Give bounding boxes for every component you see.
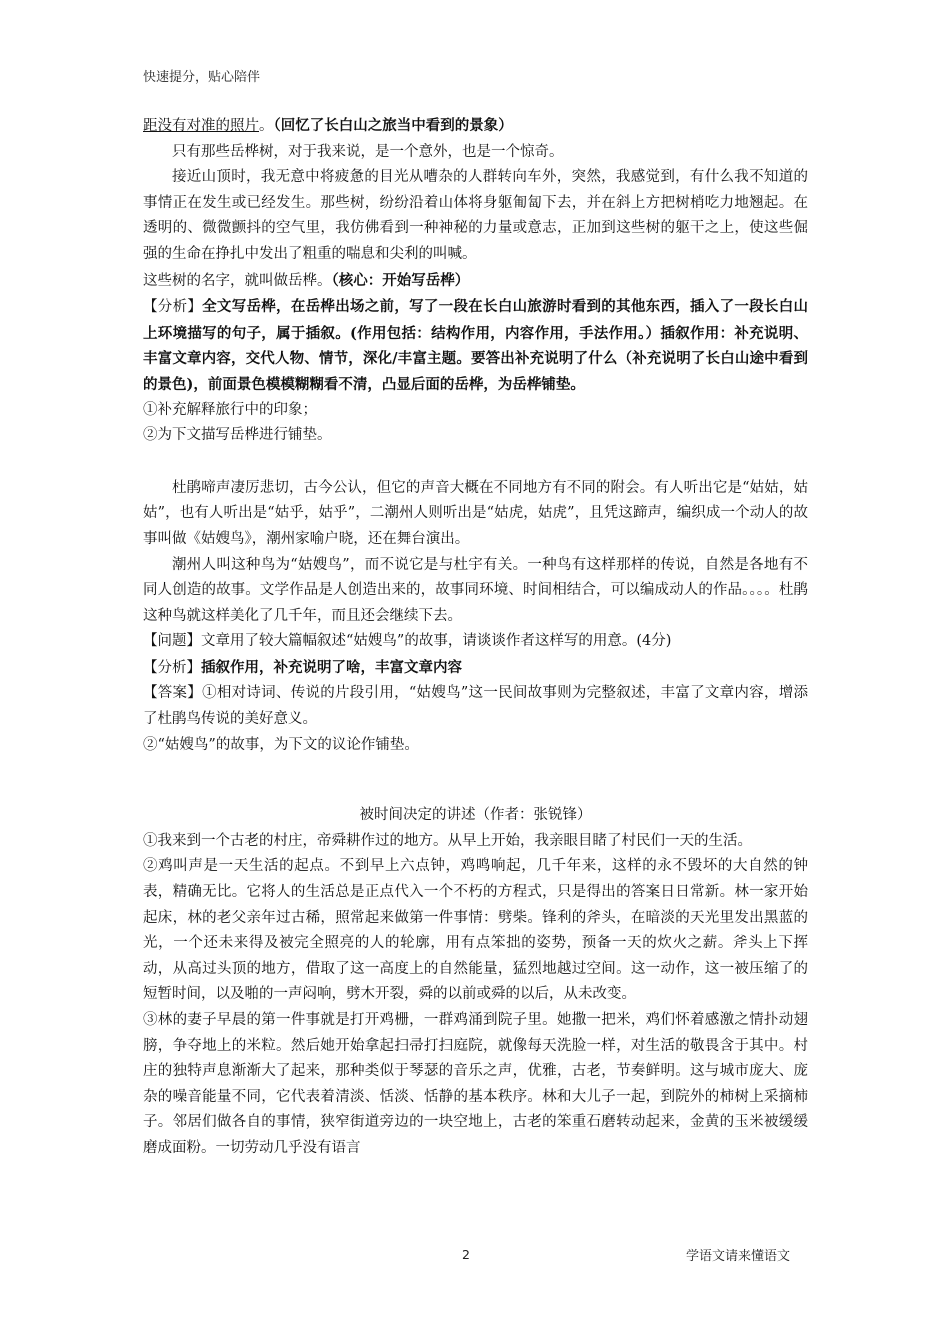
bold-annotation: （核心：开始写岳桦）	[331, 271, 470, 289]
bold-annotation: （回忆了长白山之旅当中看到的景象）	[273, 117, 513, 134]
punctuation: 。	[259, 118, 274, 134]
document-body	[143, 113, 808, 1162]
paragraph: 杜鹃啼声凄厉悲切，古今公认，但它的声音大概在不同地方有不同的附会。有人听出它是“姑姑，姑姑”，也有人听出是“姑乎，姑乎”，二潮州人则听出是“姑虎，姑虎”，且凭这蹄声，编织成一个动人的故事叫做《姑嫂鸟》，潮州家喻户晓，还在舞台演出。	[143, 479, 808, 547]
page-number: 2	[462, 1247, 470, 1262]
question: 【问题】文章用了较大篇幅叙述“姑嫂鸟”的故事，请谈谈作者这样写的用意。(4分)	[143, 633, 672, 650]
analysis-text: 全文写岳桦，在岳桦出场之前，写了一段在长白山旅游时看到的其他东西，插入了一段长白山上环境描写的句子，属于插叙。(作用包括：结构作用，内容作用，手法作用。）插叙作用：补充说明、丰富文章内容，交代人物、情节，深化/丰富主题。要答出补充说明了什么（补充说明了长白山途中看到的景色)，前面景色模模糊糊看不清，凸显后面的岳桦，为岳桦铺垫。	[143, 298, 809, 393]
article-title: 被时间决定的讲述（作者：张锐锋）	[359, 807, 592, 824]
analysis-block	[143, 655, 808, 682]
analysis-label: 【分析】	[143, 659, 201, 676]
spacer	[143, 449, 808, 476]
paragraph: ②鸡叫声是一天生活的起点。不到早上六点钟，鸡鸣响起，几千年来，这样的永不毁坏的大自然的钟表，精确无比。它将人的生活总是正点代入一个不朽的方程式，只是得出的答案日日常新。林一家开始起床，林的老父亲年过古稀，照常起来做第一件事情：劈柴。锋利的斧头，在暗淡的天光里发出黑蓝的光，一个还未来得及被完全照亮的人的轮廓，用有点笨拙的姿势，预备一天的炊火之薪。斧头上下挥动，从高过头顶的地方，借取了这一高度上的自然能量，猛烈地越过空间。这一动作，这一被压缩了的短暂时间，以及啪的一声闷响，劈木开裂，舜的以前或舜的以后，从未改变。	[143, 858, 808, 1003]
list-item: ①补充解释旅行中的印象；	[143, 401, 317, 418]
answer: 【答案】①相对诗词、传说的片段引用，“姑嫂鸟”这一民间故事则为完整叙述，丰富了文章内容，增添了杜鹃鸟传说的美好意义。	[143, 685, 808, 728]
footer-slogan: 学语文请来懂语文	[686, 1249, 791, 1264]
paragraph	[143, 268, 808, 295]
paragraph: 只有那些岳桦树，对于我来说，是一个意外，也是一个惊奇。	[172, 143, 564, 160]
paragraph-text: 这些树的名字，就叫做岳桦。	[143, 272, 332, 289]
paragraph: 潮州人叫这种鸟为“姑嫂鸟”，而不说它是与杜宇有关。一种鸟有这样那样的传说，自然是各地有不同人创造的故事。文学作品是人创造出来的，故事同环境、时间相结合，可以编成动人的作品。。。。杜鹃这种鸟就这样美化了几千年，而且还会继续下去。	[143, 556, 808, 624]
paragraph: ③林的妻子早晨的第一件事就是打开鸡栅，一群鸡涌到院子里。她撒一把米，鸡们怀着感激之情扑动翅膀，争夺地上的米粒。然后她开始拿起扫帚打扫庭院，就像每天洗脸一样，对生活的敬畏含于其中。村庄的独特声息渐渐大了起来，那种类似于琴瑟的音乐之声，优雅，古老，节奏鲜明。这与城市庞大、庞杂的噪音能量不同，它代表着清淡、恬淡、恬静的基本秩序。林和大儿子一起，到院外的柿树上采摘柿子。邻居们做各自的事情，狭窄街道旁边的一块空地上，古老的笨重石磨转动起来，金黄的玉米被缓缓磨成面粉。一切劳动几乎没有语言	[143, 1012, 808, 1156]
answer-item: ②“姑嫂鸟”的故事，为下文的议论作铺垫。	[143, 736, 419, 753]
spacer	[143, 758, 808, 803]
analysis-label: 【分析】	[143, 299, 203, 316]
list-item: ②为下文描写岳桦进行铺垫。	[143, 427, 332, 444]
page-header: 快速提分，贴心陪伴	[143, 70, 261, 85]
analysis-text: 插叙作用，补充说明了啥，丰富文章内容	[201, 658, 462, 676]
paragraph: 接近山顶时，我无意中将疲惫的目光从嘈杂的人群转向车外，突然，我感觉到，有什么我不知道的事情正在发生或已经发生。那些树，纷纷沿着山体将身躯匍匐下去，并在斜上方把树梢吃力地翘起。在透明的、微微颤抖的空气里，我仿佛看到一种神秘的力量或意志，正加到这些树的躯干之上，使这些倔强的生命在挣扎中发出了粗重的喘息和尖利的叫喊。	[143, 169, 808, 262]
analysis-block	[143, 294, 808, 397]
underlined-text: 距没有对准的照片	[143, 118, 259, 134]
paragraph: ①我来到一个古老的村庄，帝舜耕作过的地方。从早上开始，我亲眼目睹了村民们一天的生活。	[143, 832, 752, 849]
text-line	[143, 113, 808, 140]
